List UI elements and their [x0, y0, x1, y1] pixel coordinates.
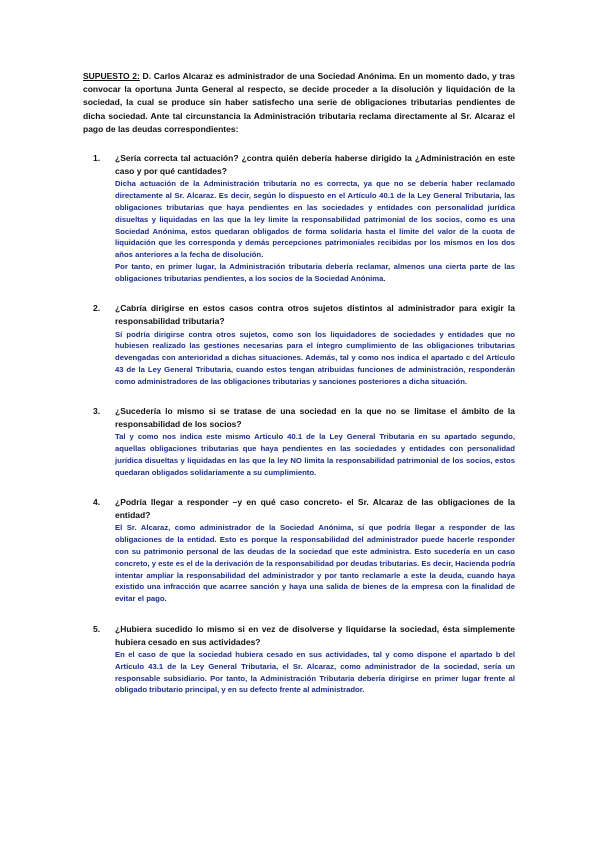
question-item-1 — [83, 152, 515, 285]
case-text: D. Carlos Alcaraz es administrador de una Sociedad Anónima. En un momento dado, y tras convocar la oportuna Junta General al respecto, se decide proceder a la disolución y liquidación de la sociedad, la cual se produce sin haber satisfecho una serie de obligaciones tributarias pendientes de dicha sociedad. Ante tal circunstancia la Administración tributaria reclama directamente al Sr. Alcaraz el pago de las deudas correspondientes: — [83, 71, 515, 134]
answer-paragraph: Sí podría dirigirse contra otros sujetos, como son los liquidadores de sociedades y entidades que no hubiesen realizado las gestiones necesarias para el íntegro cumplimiento de las obligaciones tributarias devengadas con anterioridad a dichas situaciones. Además, tal y como nos indica el apartado c del Artículo 43 de la Ley General Tributaria, cuando estos tengan atribuidas funciones de administración, responderán como administradores de las obligaciones tributarias y sanciones posteriores a dicha situación. — [115, 329, 515, 386]
question-item-3 — [83, 405, 515, 479]
question-item-5 — [83, 623, 515, 697]
answer-paragraph: Tal y como nos indica este mismo Artículo 40.1 de la Ley General Tributaria en su apartado segundo, aquellas obligaciones tributarias que haya pendientes en las sociedades y entidades con personalidad jurídica disueltas y liquidadas en las que la ley NO limita la responsabilidad patrimonial de los socios, estos quedaran obligados solidariamente a su cumplimiento. — [115, 432, 515, 477]
question-number: 2. — [93, 303, 101, 314]
question-list — [83, 152, 515, 696]
answer-paragraph: Dicha actuación de la Administración tributaria no es correcta, ya que no se debería haber reclamado directamente al Sr. Alcaraz. Es decir, según lo dispuesto en el Artículo 40.1 de la Ley General Tributaria, las obligaciones tributarias que haya pendientes en las sociedades y entidades con personalidad jurídica disueltas y liquidadas en las que la ley limite la responsabilidad patrimonial de los socios, como es una Sociedad Anónima, estos quedaran obligados de forma solidaria hasta el límite del valor de la cuota de liquidación que les corresponda y demás percepciones patrimoniales recibidas por los mismos en los dos años anteriores a la fecha de disolución. — [115, 179, 515, 260]
question-text: ¿Podría llegar a responder –y en qué caso concreto- el Sr. Alcaraz de las obligaciones de la entidad? — [115, 497, 515, 521]
question-text: ¿Cabría dirigirse en estos casos contra otros sujetos distintos al administrador para exigir la responsabilidad tributaria? — [115, 303, 515, 327]
case-statement — [83, 70, 515, 136]
case-label: SUPUESTO 2: — [83, 71, 140, 81]
question-item-2 — [83, 302, 515, 387]
answer-paragraph: Por tanto, en primer lugar, la Administración tributaria debería reclamar, almenos una cierta parte de las obligaciones tributarias pendientes, a los socios de la Sociedad Anónima. — [115, 262, 515, 283]
question-text: ¿Hubiera sucedido lo mismo si en vez de disolverse y liquidarse la sociedad, ésta simplemente hubiera cesado en sus actividades? — [115, 623, 515, 647]
question-number: 5. — [93, 623, 101, 634]
question-number: 1. — [93, 153, 101, 164]
answer-paragraph: El Sr. Alcaraz, como administrador de la Sociedad Anónima, sí que podría llegar a responder de las obligaciones de la entidad. Esto es porque la responsabilidad del administrador puede hacerle responder con su patrimonio personal de las deudas de la sociedad que este administra. Esto sucedería en un caso concreto, y este es el de la derivación de la responsabilidad por deudas tributarias. Es decir, Hacienda podría intentar ampliar la responsabilidad del administrador y por tanto reclamarle a este la deuda, cuando haya existido una infracción que acarree sanción y haya una salida de bienes de la empresa con la finalidad de evitar el pago. — [115, 523, 515, 604]
question-text: ¿Sucedería lo mismo si se tratase de una sociedad en la que no se limitase el ámbito de la responsabilidad de los socios? — [115, 405, 515, 430]
question-item-4 — [83, 496, 515, 605]
question-text: ¿Sería correcta tal actuación? ¿contra quién debería haberse dirigido la ¿Administración en este caso y por qué cantidades? — [115, 153, 515, 177]
question-number: 4. — [93, 497, 101, 508]
answer-paragraph: En el caso de que la sociedad hubiera cesado en sus actividades, tal y como dispone el apartado b del Artículo 43.1 de la Ley General Tributaria, el Sr. Alcaraz, como administrador de la sociedad, sería un responsable subsidiario. Por tanto, la Administración Tributaria debería dirigirse en primer lugar frente al obligado tributario principal, y en su defecto frente al administrador. — [115, 649, 515, 695]
question-number: 3. — [93, 405, 101, 416]
